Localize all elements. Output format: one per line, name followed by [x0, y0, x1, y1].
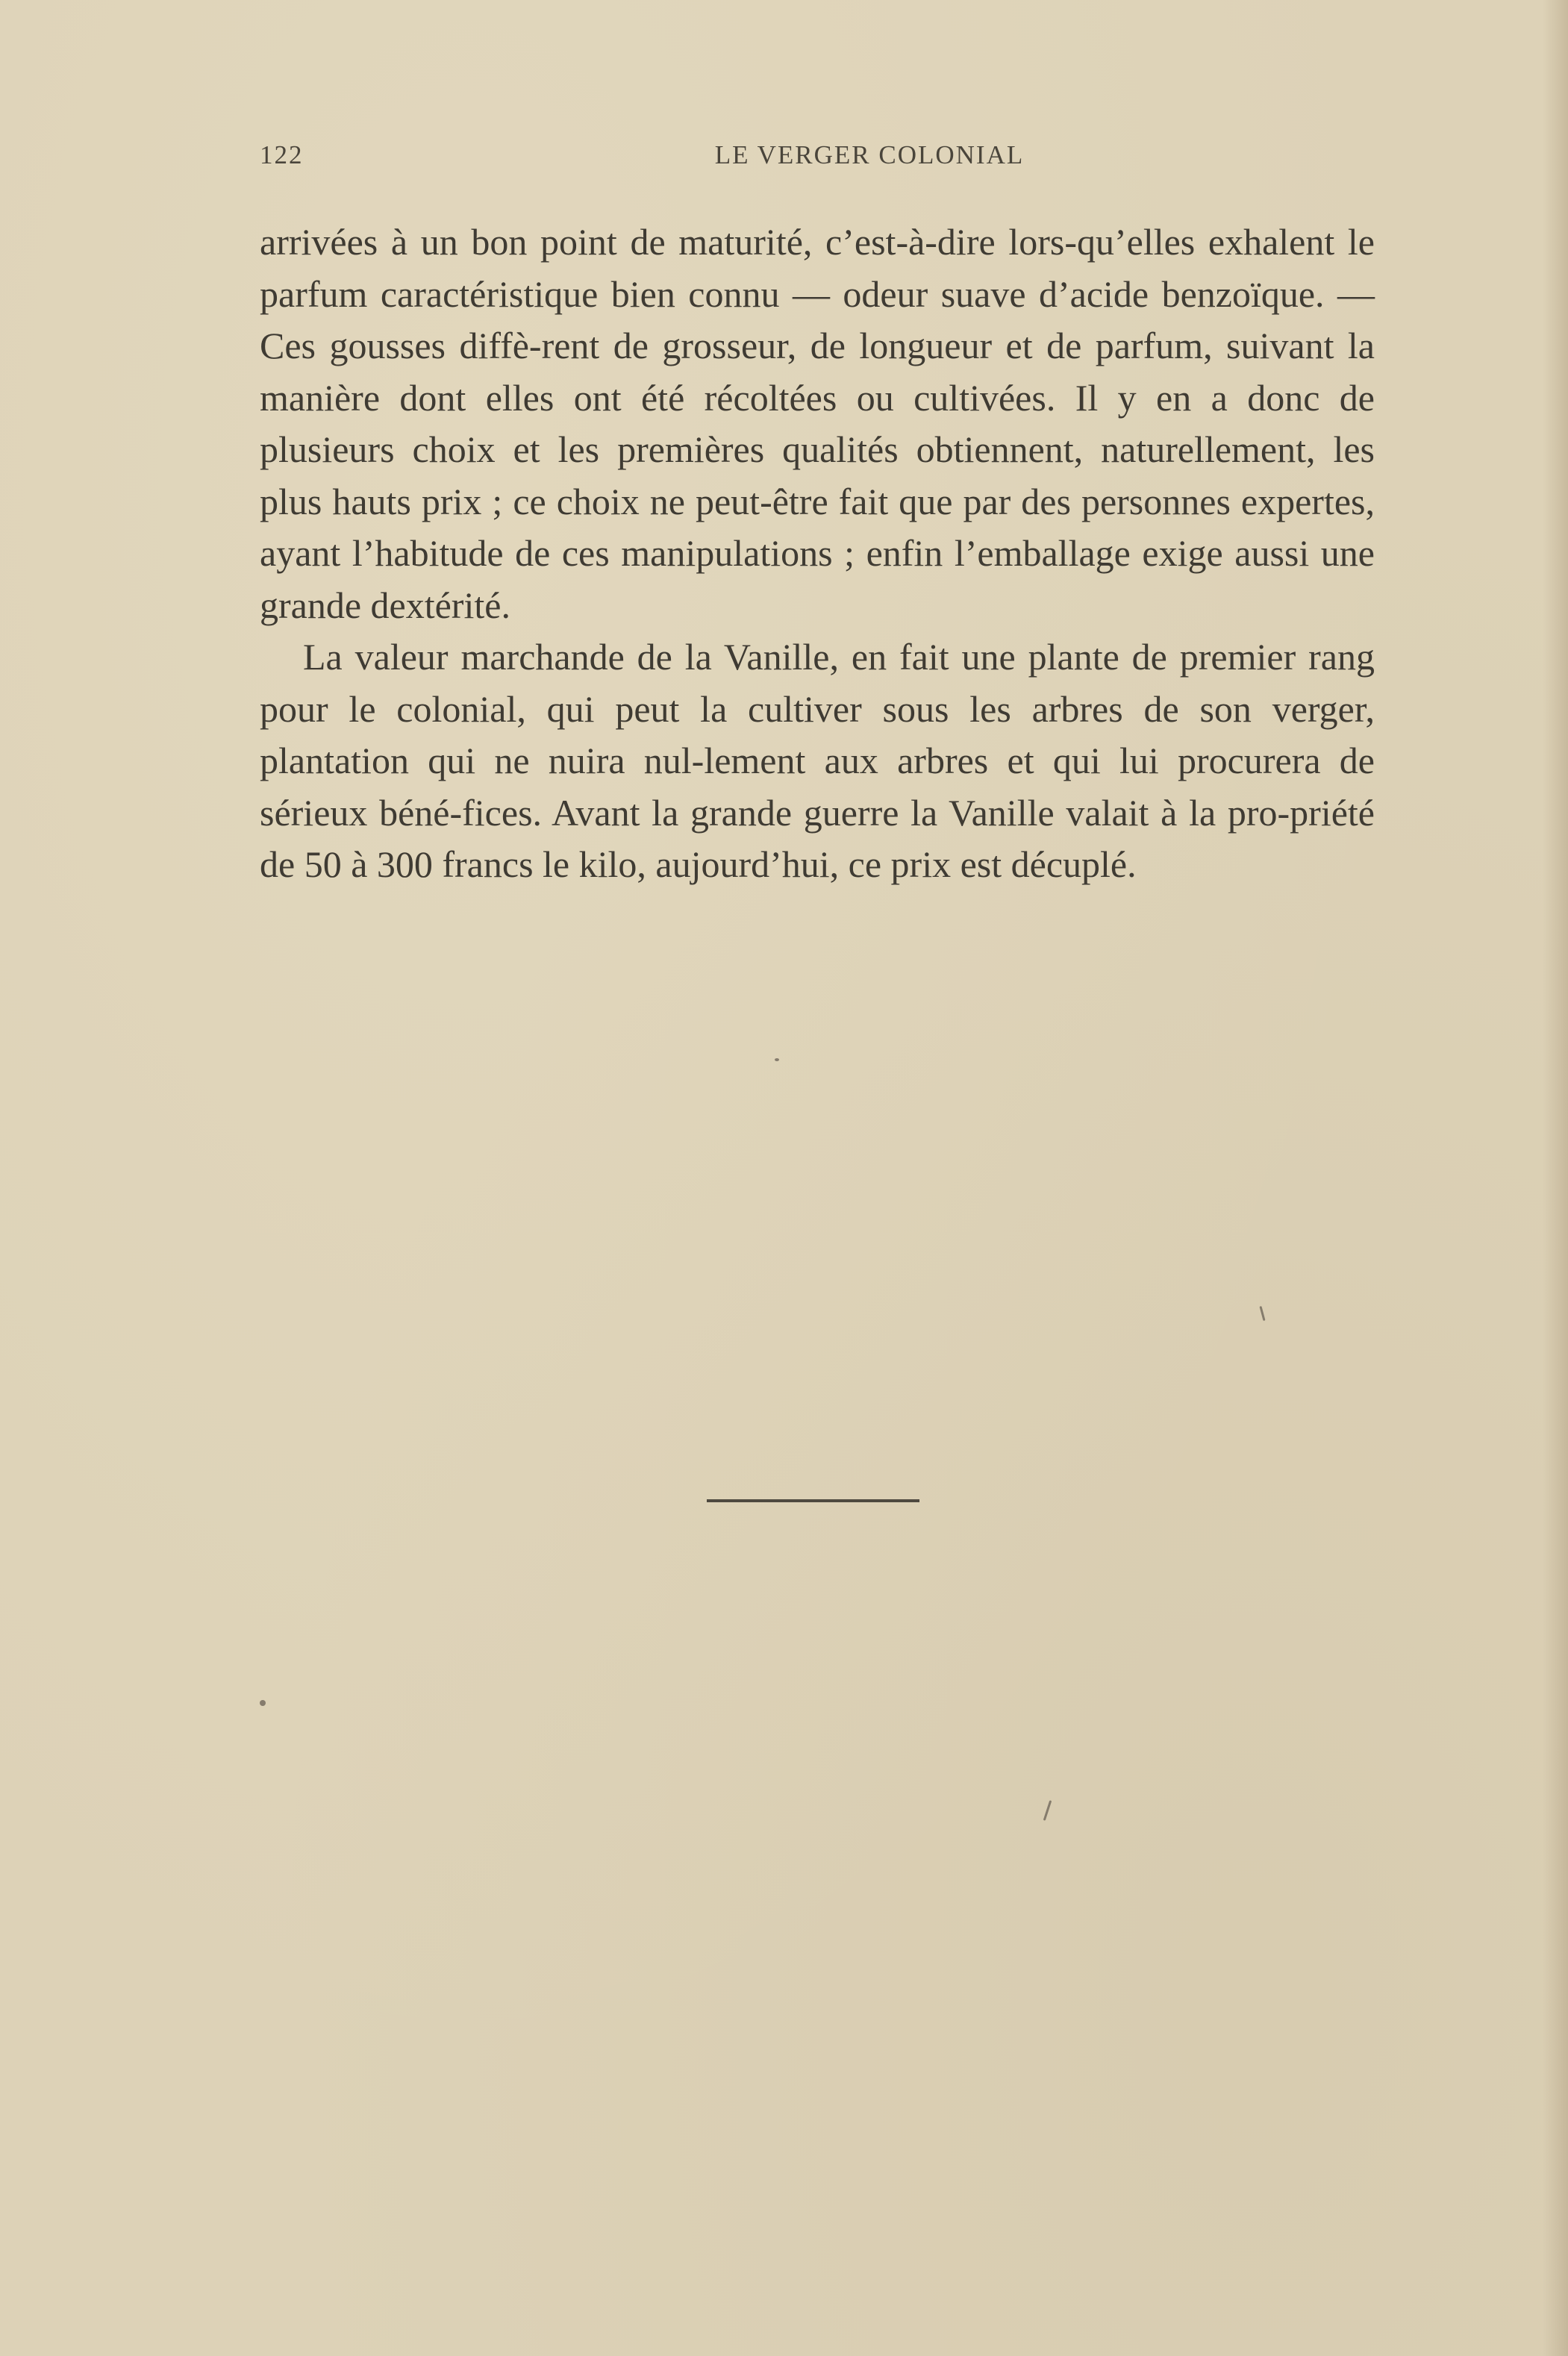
running-head — [260, 140, 1375, 178]
paper-speck — [775, 1058, 779, 1061]
paper-speck — [1259, 1306, 1265, 1321]
page-edge-shadow — [1543, 0, 1568, 2356]
page-number: 122 — [260, 140, 304, 169]
paragraph-2: La valeur marchande de la Vanille, en fait une plante de premier rang pour le colonial, qui peut la cultiver sous les arbres de son verger, plantation qui ne nuira nul-lement aux arbres et qui lui procurera de sérieux béné-fices. Avant la grande guerre la Vanille valait à la pro-priété de 50 à 300 francs le kilo, aujourd’hui, ce prix est décuplé. — [260, 636, 1375, 885]
end-rule — [707, 1499, 919, 1502]
running-title: LE VERGER COLONIAL — [714, 140, 1025, 169]
paper-speck — [1043, 1800, 1052, 1821]
body-text — [260, 216, 1375, 891]
paragraph-1: arrivées à un bon point de maturité, c’est-à-dire lors-qu’elles exhalent le parfum caractéristique bien connu — odeur suave d’acide benzoïque. — Ces gousses diffè-rent de grosseur, de longueur et de parfum, suivant la manière dont elles ont été récoltées ou cultivées. Il y en a donc de plusieurs choix et les premières qualités obtiennent, naturellement, les plus hauts prix ; ce choix ne peut-être fait que par des personnes expertes, ayant l’habitude de ces manipulations ; enfin l’emballage exige aussi une grande dextérité. — [260, 221, 1375, 626]
paper-speck — [260, 1700, 266, 1706]
